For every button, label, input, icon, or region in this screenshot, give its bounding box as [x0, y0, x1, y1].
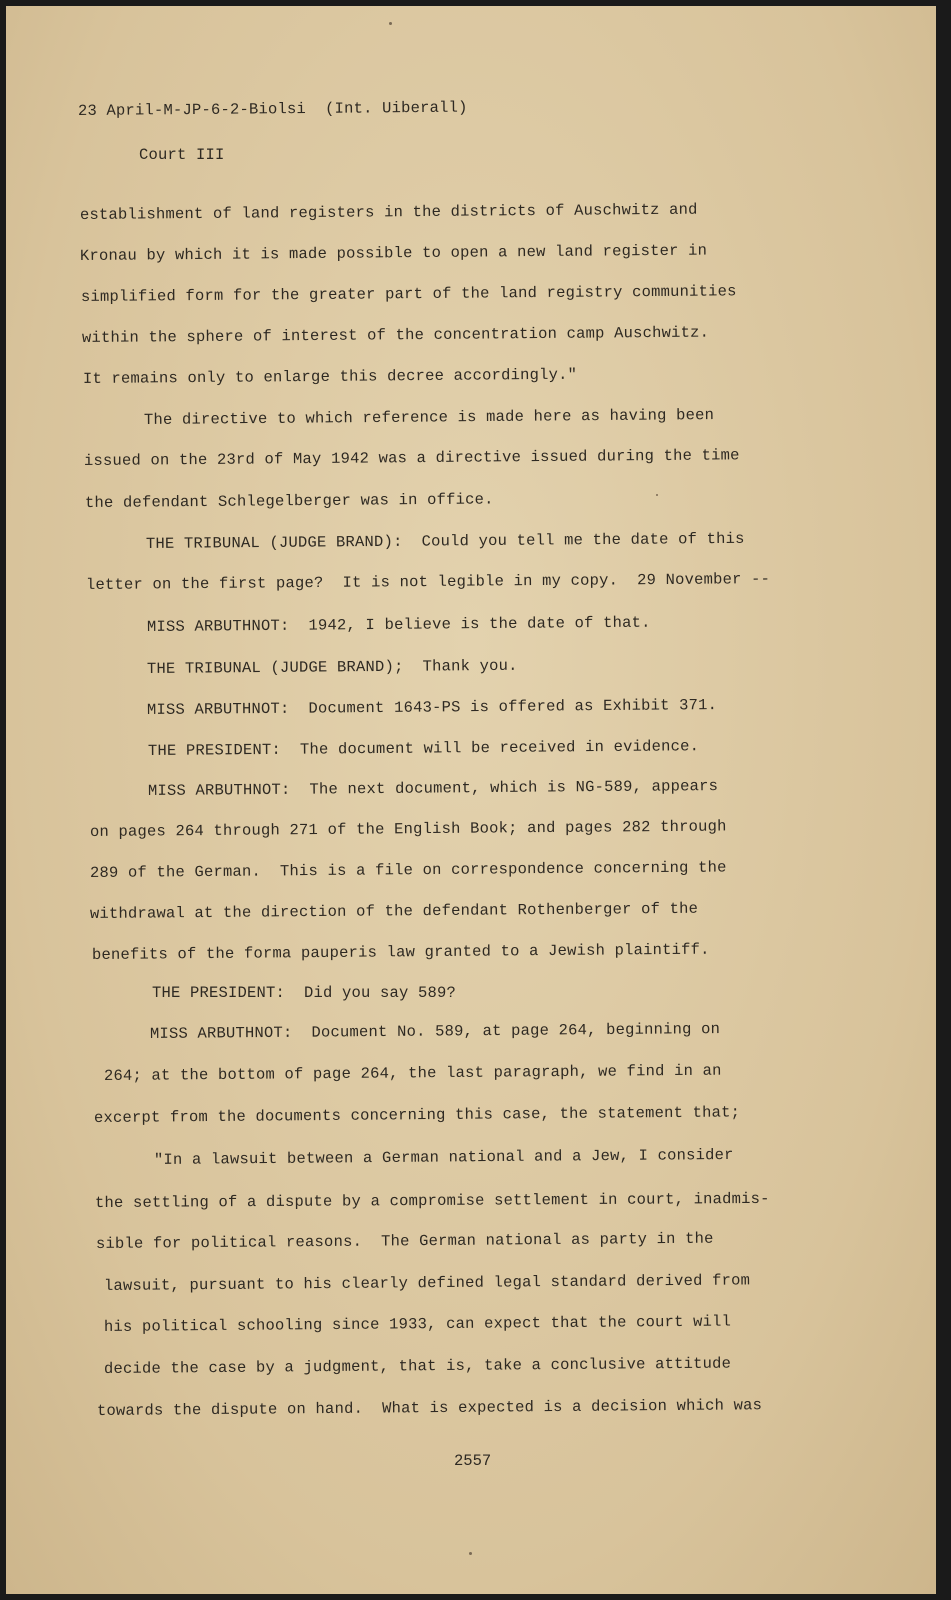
body-line: benefits of the forma pauperis law granted to a Jewish plaintiff.	[91, 940, 710, 964]
paper-speck	[469, 1552, 472, 1555]
body-line: MISS ARBUTHNOT: Document No. 589, at page 264, beginning on	[149, 1020, 721, 1043]
body-line: excerpt from the documents concerning this case, the statement that;	[93, 1103, 741, 1127]
body-line: THE TRIBUNAL (JUDGE BRAND): Could you tell me the date of this	[145, 529, 745, 553]
body-line: his political schooling since 1933, can expect that the court will	[103, 1312, 732, 1336]
body-line: sible for political reasons. The German national as party in the	[95, 1229, 714, 1253]
document-page	[6, 6, 936, 1594]
body-line: within the sphere of interest of the concentration camp Auschwitz.	[81, 323, 710, 347]
body-line: "In a lawsuit between a German national and a Jew, I consider	[153, 1145, 734, 1169]
body-line: THE PRESIDENT: The document will be received in evidence.	[147, 737, 700, 760]
body-line: towards the dispute on hand. What is expected is a decision which was	[96, 1396, 763, 1420]
body-line: Kronau by which it is made possible to open a new land register in	[79, 241, 708, 265]
body-line: 289 of the German. This is a file on correspondence concerning the	[89, 858, 727, 882]
header-reference: 23 April-M-JP-6-2-Biolsi (Int. Uiberall)	[77, 98, 468, 120]
body-line: MISS ARBUTHNOT: 1942, I believe is the date of that.	[146, 613, 651, 636]
body-line: the settling of a dispute by a compromise settlement in court, inadmis-	[94, 1189, 770, 1212]
header-court: Court III	[139, 146, 225, 164]
body-line: issued on the 23rd of May 1942 was a directive issued during the time	[83, 446, 740, 470]
body-line: The directive to which reference is made here as having been	[143, 406, 715, 429]
paper-speck	[389, 22, 392, 25]
body-line: letter on the first page? It is not legible in my copy. 29 November --	[85, 570, 771, 594]
page-number: 2557	[454, 1452, 492, 1470]
body-line: 264; at the bottom of page 264, the last paragraph, we find in an	[103, 1061, 722, 1085]
body-line: withdrawal at the direction of the defendant Rothenberger of the	[89, 899, 699, 923]
body-line: decide the case by a judgment, that is, take a conclusive attitude	[103, 1354, 732, 1378]
body-line: the defendant Schlegelberger was in office.	[84, 490, 494, 512]
body-line: lawsuit, pursuant to his clearly defined legal standard derived from	[103, 1271, 751, 1295]
body-line: on pages 264 through 271 of the English Book; and pages 282 through	[89, 817, 727, 841]
body-line: establishment of land registers in the districts of Auschwitz and	[79, 200, 698, 224]
body-line: THE PRESIDENT: Did you say 589?	[152, 984, 457, 1002]
body-line: MISS ARBUTHNOT: The next document, which is NG-589, appears	[147, 777, 719, 800]
paper-speck	[656, 494, 658, 496]
body-line: MISS ARBUTHNOT: Document 1643-PS is offered as Exhibit 371.	[146, 696, 718, 719]
body-line: THE TRIBUNAL (JUDGE BRAND); Thank you.	[146, 656, 518, 678]
body-line: It remains only to enlarge this decree accordingly."	[82, 365, 578, 388]
body-line: simplified form for the greater part of the land registry communities	[80, 282, 737, 306]
